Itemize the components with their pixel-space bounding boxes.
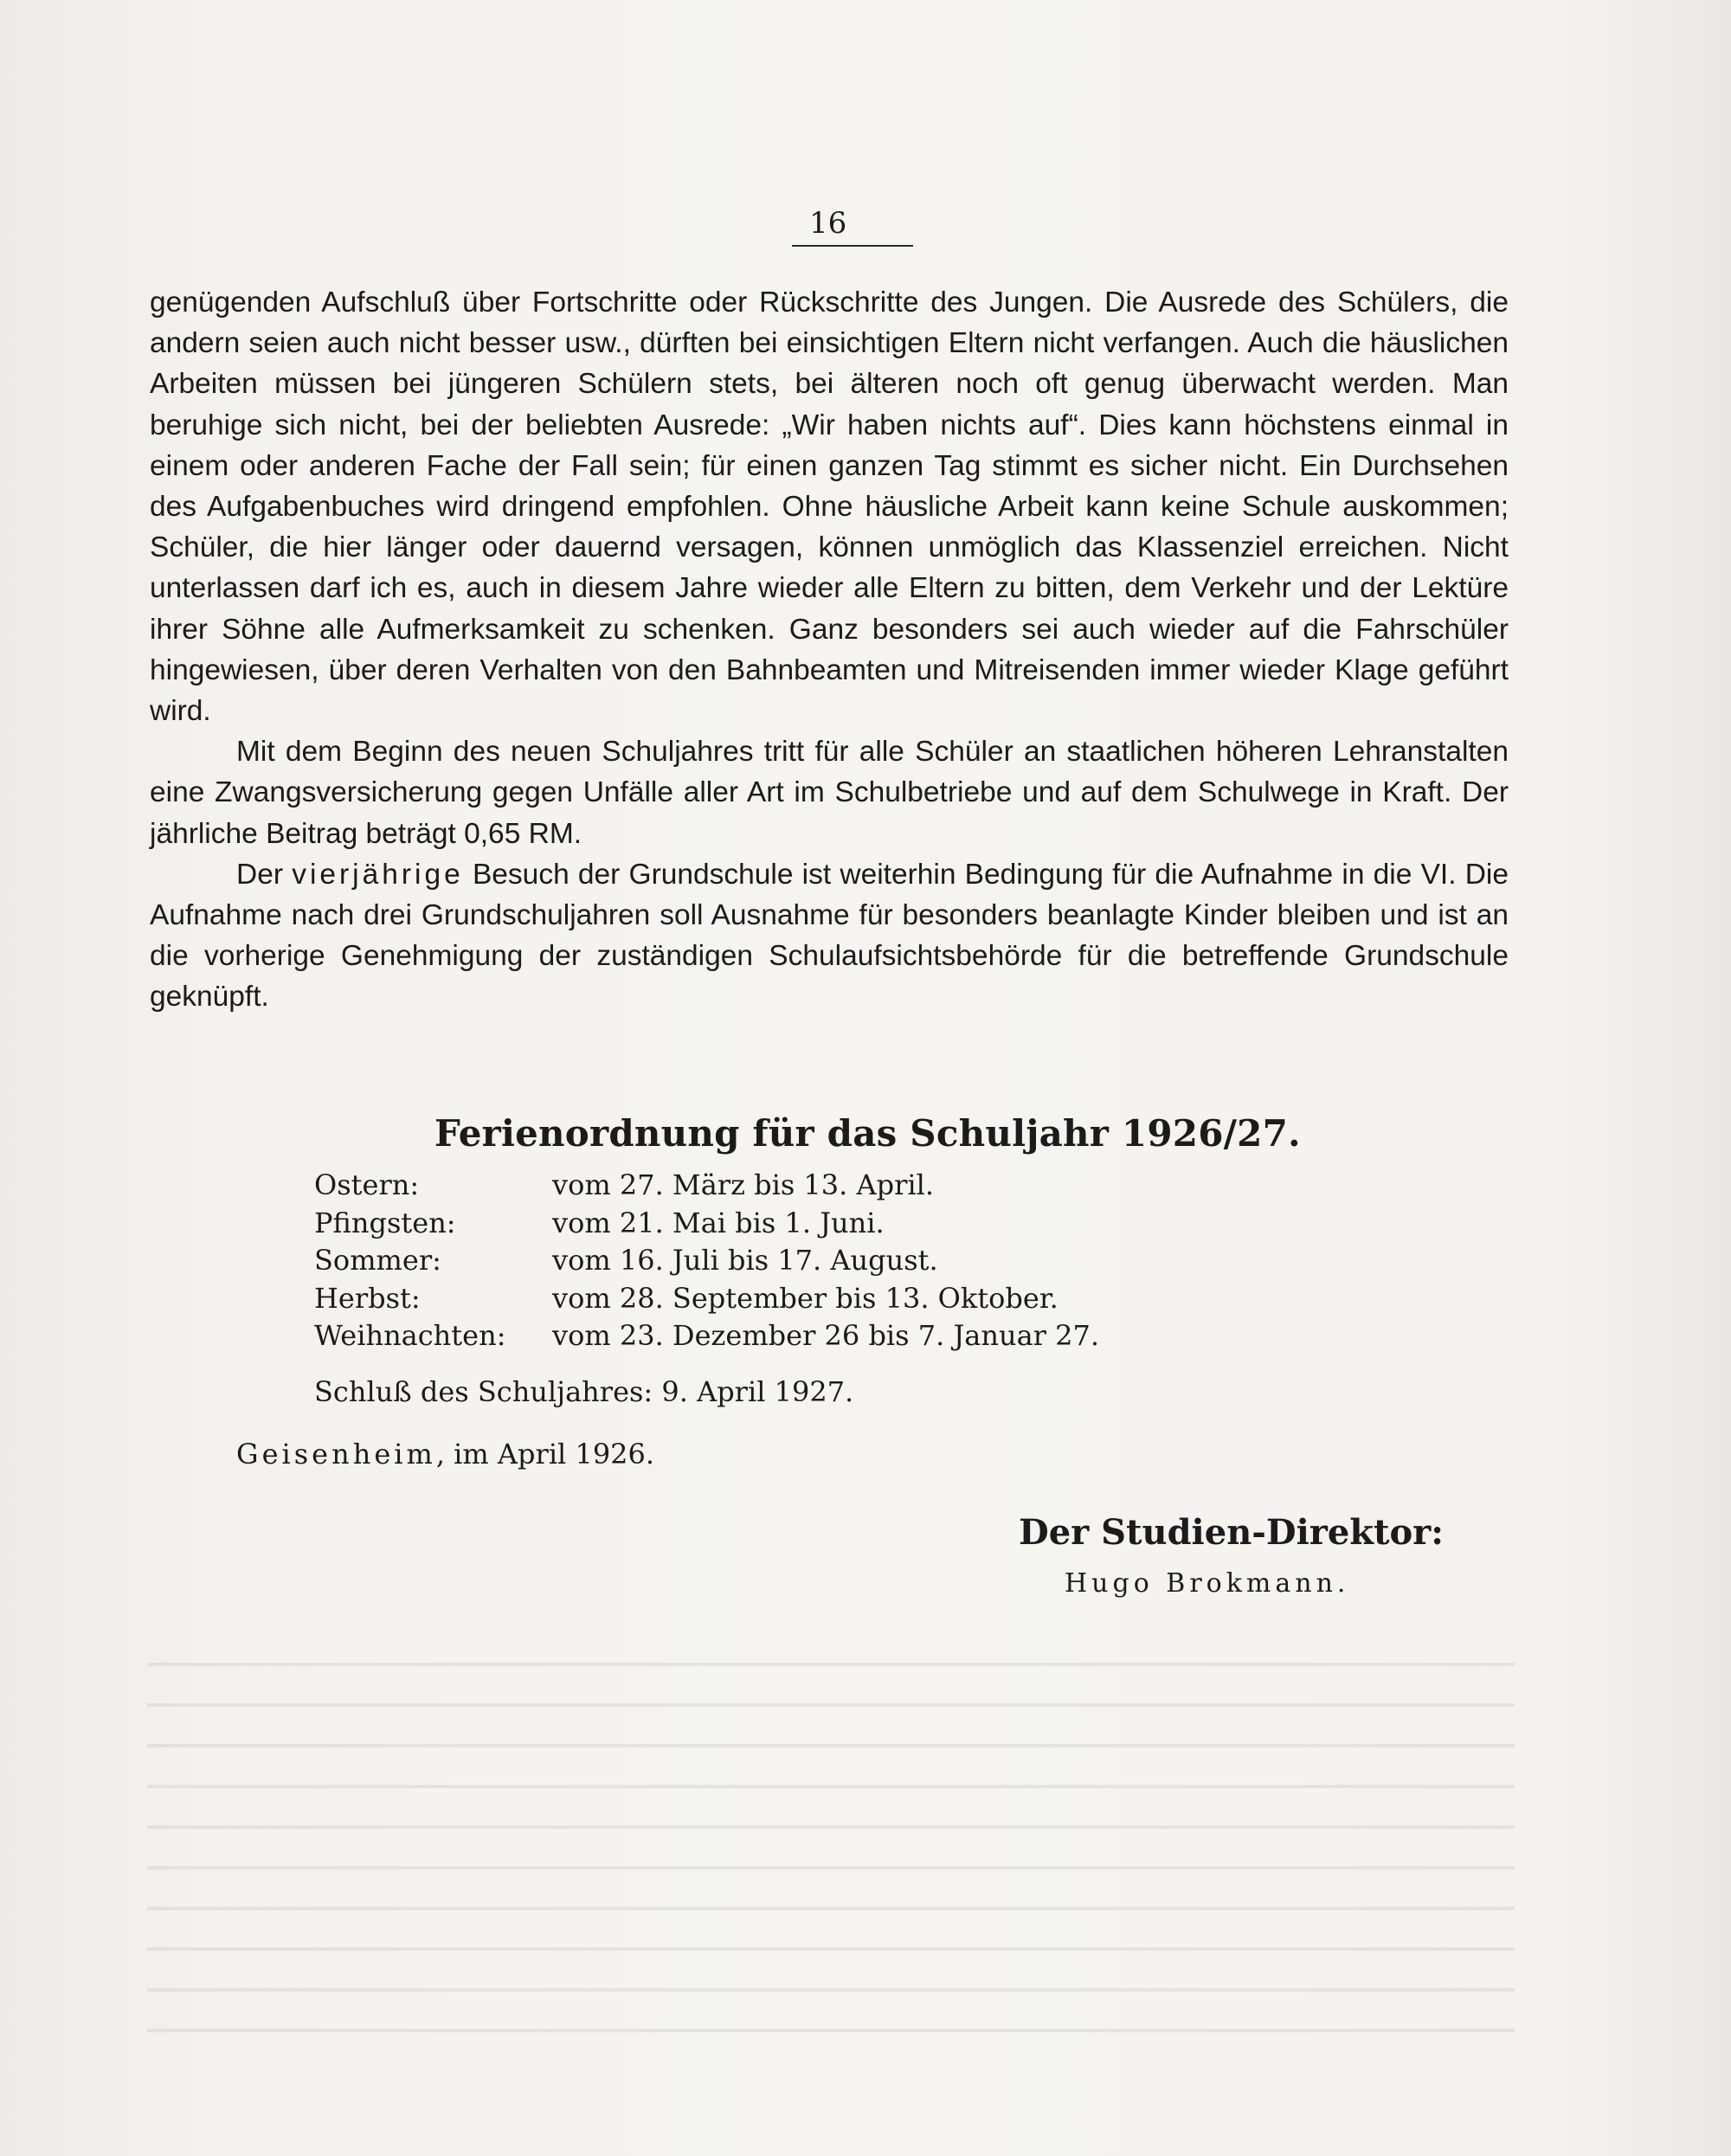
holiday-row: [314, 1168, 1099, 1207]
holiday-dates: vom 21. Mai bis 1. Juni.: [552, 1206, 885, 1239]
page-number: 16: [809, 206, 847, 241]
date-text: , im April 1926.: [435, 1438, 655, 1471]
holiday-name: Weihnachten:: [314, 1319, 506, 1352]
place-name: Geisenheim: [236, 1438, 436, 1471]
reverse-page-bleed-through: [147, 1636, 1515, 2043]
paragraph-grundschule-start: Der: [236, 858, 293, 891]
signature-title: Der Studien-Direktor:: [1019, 1512, 1444, 1553]
paragraph-grundschule-rest: Besuch der Grundschule ist weiterhin Bedingung für die Aufnahme in die VI. Die Aufnahme nach drei Grundschuljahren soll Ausnahme für besonders beanlagte Kinder bleiben und ist an die vorherige Genehmigung der zuständigen Schulaufsichtsbehörde für die betreffende Grundschule geknüpft.: [150, 858, 1509, 1014]
holiday-table: [314, 1168, 1099, 1357]
holiday-name: Pfingsten:: [314, 1206, 456, 1239]
holiday-row: [314, 1207, 1099, 1245]
school-year-end: Schluß des Schuljahres: 9. April 1927.: [314, 1375, 854, 1408]
holiday-name: Herbst:: [314, 1281, 421, 1315]
holiday-row: [314, 1244, 1099, 1282]
signature-name: Hugo Brokmann.: [1065, 1568, 1350, 1599]
body-text: [150, 282, 1509, 1018]
paragraph-grundschule-emphasis: vierjährige: [292, 858, 464, 891]
paragraph-progress-homework: genügenden Aufschluß über Fortschritte oder Rückschritte des Jungen. Die Ausrede des Schülers, die andern seien auch nicht besser usw., dürften bei einsichtigen Eltern nicht verfangen. Auch die häuslichen Arbeiten müssen bei jüngeren Schülern stets, bei älteren noch oft genug überwacht werden. Man beruhige sich nicht, bei der beliebten Ausrede: „Wir haben nichts auf“. Dies kann höchstens einmal in einem oder anderen Fache der Fall sein; für einen ganzen Tag stimmt es sicher nicht. Ein Durchsehen des Aufgabenbuches wird dringend empfohlen. Ohne häusliche Arbeit kann keine Schule auskommen; Schüler, die hier länger oder dauernd versagen, können unmöglich das Klassenziel erreichen. Nicht unterlassen darf ich es, auch in diesem Jahre wieder alle Eltern zu bitten, dem Verkehr und der Lektüre ihrer Söhne alle Aufmerksamkeit zu schenken. Ganz besonders sei auch wieder auf die Fahrschüler hingewiesen, über deren Verhalten von den Bahnbeamten und Mitreisenden immer wieder Klage geführt wird.: [150, 286, 1509, 728]
holiday-dates: vom 27. März bis 13. April.: [552, 1168, 934, 1201]
holiday-row: [314, 1319, 1099, 1357]
holiday-name: Ostern:: [314, 1168, 420, 1201]
holiday-dates: vom 16. Juli bis 17. August.: [552, 1244, 938, 1277]
holiday-dates: vom 28. September bis 13. Oktober.: [552, 1281, 1059, 1315]
holiday-table-title: Ferienordnung für das Schuljahr 1926/27.: [434, 1112, 1301, 1155]
place-date: [236, 1438, 654, 1471]
page-number-rule: [792, 245, 913, 247]
holiday-name: Sommer:: [314, 1244, 441, 1277]
holiday-row: [314, 1282, 1099, 1320]
holiday-dates: vom 23. Dezember 26 bis 7. Januar 27.: [552, 1319, 1100, 1352]
paragraph-insurance: Mit dem Beginn des neuen Schuljahres tritt für alle Schüler an staatlichen höheren Lehranstalten eine Zwangsversicherung gegen Unfälle aller Art im Schulbetriebe und auf dem Schulwege in Kraft. Der jährliche Beitrag beträgt 0,65 RM.: [150, 736, 1509, 850]
paragraph-grundschule: [150, 854, 1509, 1018]
